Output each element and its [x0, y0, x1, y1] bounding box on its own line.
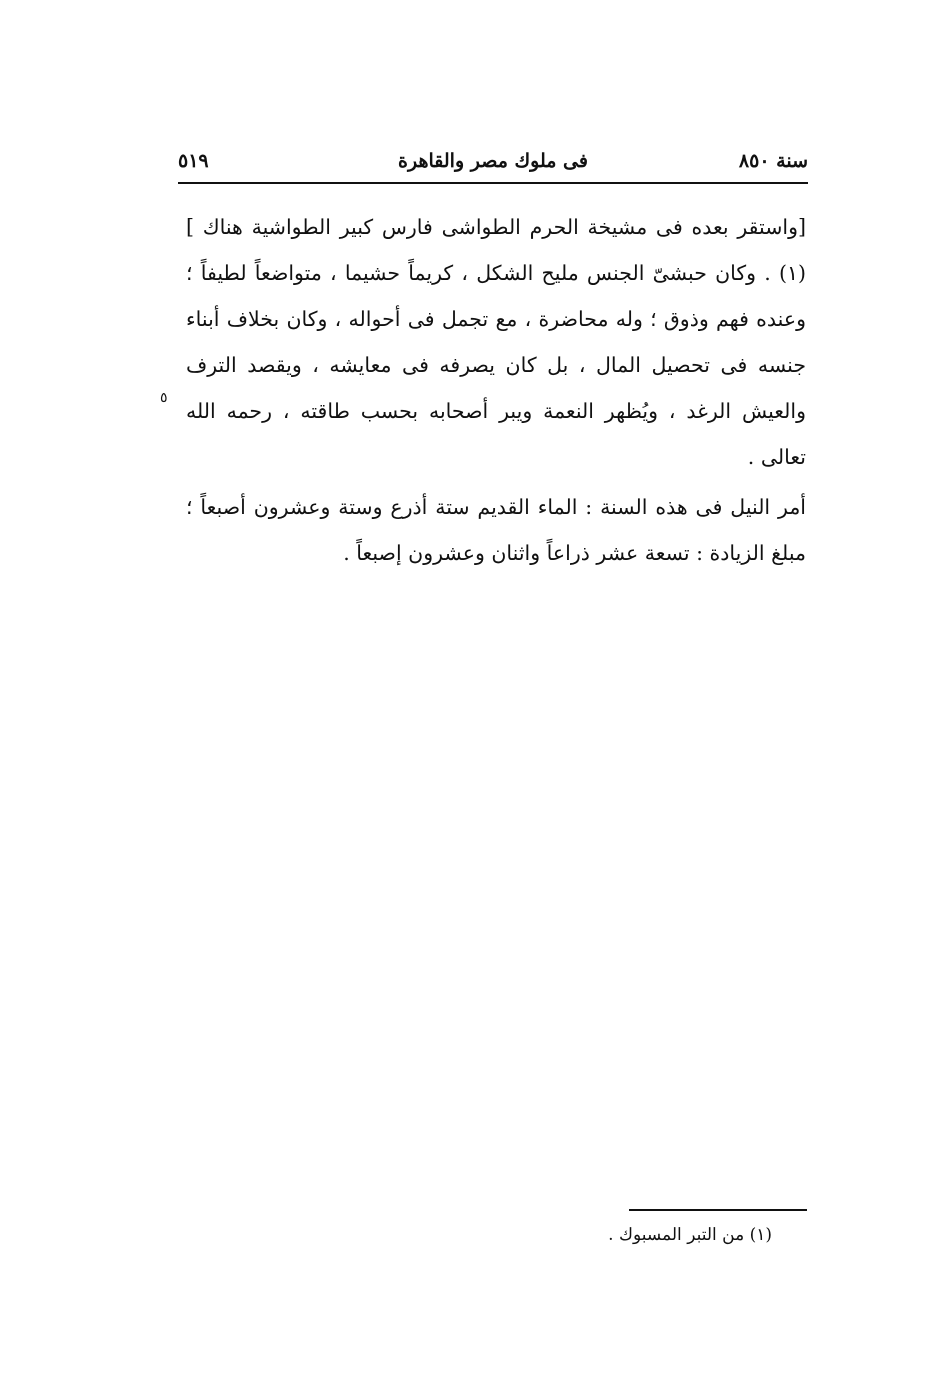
- page-number: ٥١٩: [178, 150, 209, 172]
- main-text: [186, 204, 806, 576]
- paragraph-2: [186, 484, 806, 576]
- footnote: (١) من التبر المسبوك .: [608, 1225, 772, 1245]
- paragraph-1: [186, 204, 806, 480]
- header-title: فى ملوك مصر والقاهرة: [398, 150, 588, 172]
- paragraph-2-text: أمر النيل فى هذه السنة : الماء القديم ستة أذرع وستة وعشرون أصبعاً ؛ مبلغ الزيادة : تسعة عشر ذراعاً واثنان وعشرون إصبعاً .: [186, 495, 806, 565]
- running-header: [178, 148, 808, 182]
- header-rule: [178, 182, 808, 184]
- margin-line-mark: ٥: [160, 390, 168, 406]
- paragraph-1-text: [واستقر بعده فى مشيخة الحرم الطواشى فارس كبير الطواشية هناك ](١) . وكان حبشىّ الجنس مليح الشكل ، كريماً حشيما ، متواضعاً لطيفاً ؛ وعنده فهم وذوق ؛ وله محاضرة ، مع تجمل فى أحواله ، وكان بخلاف أبناء جنسه فى تحصيل المال ، بل كان يصرفه فى معايشه ، ويقصد الترف والعيش الرغد ، ويُظهر النعمة ويبر أصحابه بحسب طاقته ، رحمه الله تعالى .: [186, 215, 806, 469]
- footnote-rule: [629, 1209, 807, 1211]
- header-year: سنة ٨٥٠: [738, 150, 808, 172]
